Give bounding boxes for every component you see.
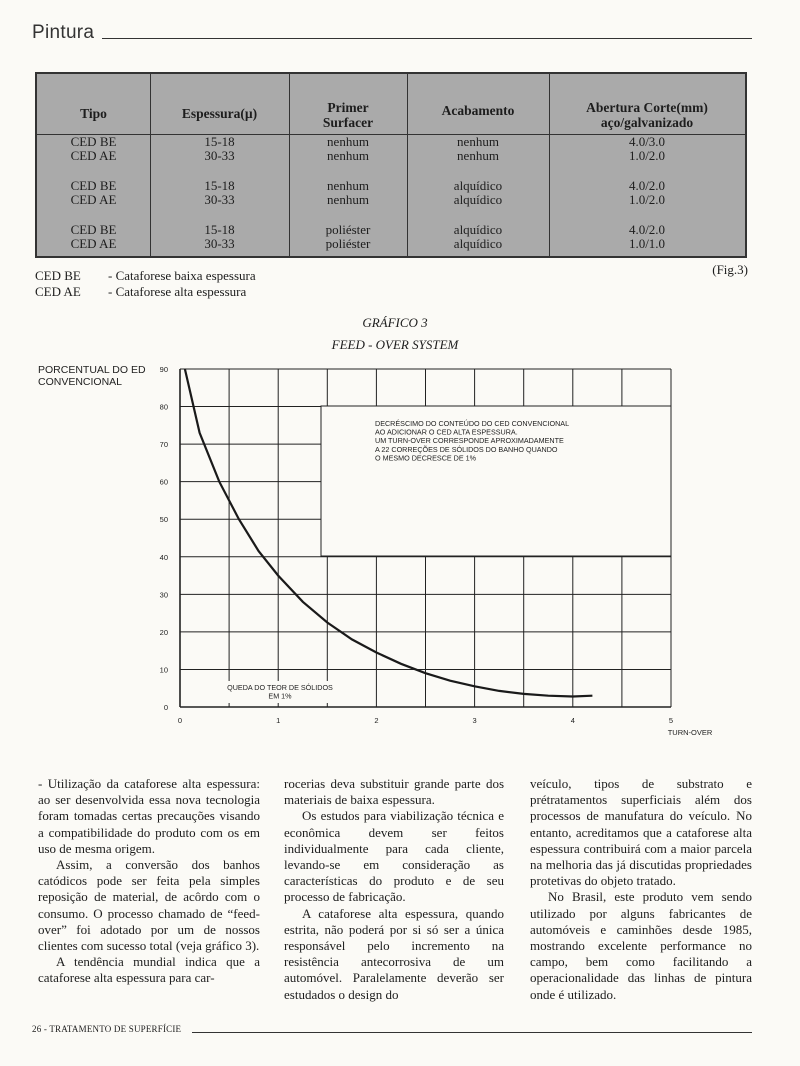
table-cell: alquídico [453, 236, 503, 251]
legend-definition: - Cataforese baixa espessura [108, 268, 256, 283]
table-cell: nenhum [457, 148, 499, 163]
y-tick-label: 90 [159, 365, 168, 374]
y-tick-label: 80 [159, 402, 168, 412]
body-paragraph: Assim, a conversão dos banhos catódicos pode ser feita pela simples reposição de material, de acôrdo com o consumo. O processo chamado de “feed-over” foi adotado por um de nossos clientes com sucesso total (veja gráfico 3). [38, 857, 260, 954]
body-paragraph: Os estudos para viabilização técnica e econômica devem ser feitos individualmente para cada cliente, levando-se em consideração as características do produto e de seu processo de fabricação. [284, 808, 504, 905]
y-tick-label: 30 [159, 590, 168, 600]
body-paragraph: No Brasil, este produto vem sendo utilizado por alguns fabricantes de automóveis e caminhões desde 1985, mostrando excelente performance no campo, bem como facilitando a operacionalidade das linhas de pintura onde é utilizado. [530, 889, 752, 1002]
footer-text: 26 - TRATAMENTO DE SUPERFÍCIE [32, 1024, 182, 1034]
table-header-cell: Primer Surfacer [322, 100, 374, 130]
x-tick-label: 2 [374, 716, 379, 725]
table-cell: CED AE [70, 148, 117, 163]
table-cell: 15-18 [204, 178, 235, 193]
y-tick-label: 0 [163, 703, 168, 712]
table-cell: 1.0/1.0 [628, 236, 666, 251]
x-tick-label: 0 [177, 716, 183, 725]
chart-subtitle: FEED - OVER SYSTEM [331, 337, 459, 352]
annotation-text: QUEDA DO TEOR DE SÓLIDOS [227, 683, 333, 692]
x-tick-label: 5 [668, 716, 674, 725]
table-cell: 4.0/2.0 [628, 178, 666, 193]
table-cell: 15-18 [204, 134, 235, 149]
x-axis-label: TURN-OVER [667, 728, 713, 737]
table-cell: alquídico [453, 222, 503, 237]
legend-definition: - Cataforese alta espessura [108, 284, 247, 299]
x-tick-label: 1 [276, 716, 281, 725]
legend-abbr: CED AE [35, 284, 81, 299]
table-cell: 4.0/3.0 [628, 134, 666, 149]
chart-title: GRÁFICO 3 [362, 315, 428, 330]
body-paragraph: A tendência mundial indica que a cataforese alta espessura para car- [38, 954, 260, 986]
y-tick-label: 10 [159, 665, 168, 675]
table-cell: nenhum [327, 148, 369, 163]
table-cell: alquídico [453, 192, 503, 207]
table-cell: CED AE [70, 236, 117, 251]
table-header-cell: Abertura Corte(mm) aço/galvanizado [586, 100, 708, 130]
table-cell: alquídico [453, 178, 503, 193]
table-cell: poliéster [325, 236, 371, 251]
figure-label: (Fig.3) [712, 262, 748, 277]
table-cell: 1.0/2.0 [628, 192, 666, 207]
y-tick-label: 50 [159, 515, 168, 525]
table-cell: poliéster [325, 222, 371, 237]
table-cell: CED BE [70, 134, 117, 149]
table-cell: nenhum [457, 134, 499, 149]
table-cell: nenhum [327, 134, 369, 149]
footer-rule [192, 1032, 752, 1033]
table-cell: 30-33 [204, 192, 235, 207]
section-title: Pintura [32, 22, 95, 43]
annotation-text: EM 1% [268, 691, 292, 701]
annotation-text: A 22 CORREÇÕES DE SÓLIDOS DO BANHO QUANDO [375, 444, 558, 454]
body-paragraph: - Utilização da cataforese alta espessura: ao ser desenvolvida essa nova tecnologia foram tomadas certas precauções visando a compatibilidade do produto com os em uso de mesma origem. [38, 776, 260, 856]
x-tick-label: 4 [570, 716, 575, 725]
table-header-cell: Tipo [80, 106, 107, 121]
body-column-1 [38, 776, 260, 987]
table-cell: 4.0/2.0 [628, 222, 666, 237]
annotation-text: AO ADICIONAR O CED ALTA ESPESSURA. [375, 427, 518, 437]
annotation-text: O MESMO DECRESCE DE 1% [375, 453, 477, 463]
body-paragraph: veículo, tipos de substrato e prétratamentos superficiais além dos processos de manufatura do veículo. No entanto, acreditamos que a cataforese alta espessura contribuirá com a maior parcela na melhoria das já discutidas propriedades protetivas do objeto tratado. [530, 776, 752, 889]
table-cell: 15-18 [204, 222, 235, 237]
y-tick-label: 70 [159, 440, 168, 450]
annotation-text: DECRÉSCIMO DO CONTEÚDO DO CED CONVENCIONAL [375, 419, 570, 428]
y-tick-label: 20 [159, 627, 168, 637]
table-cell: nenhum [327, 192, 369, 207]
page-footer [32, 1024, 752, 1038]
y-axis-title: PORCENTUAL DO ED CONVENCIONAL [38, 364, 146, 388]
table-header-cell: Espessura(µ) [181, 106, 258, 121]
x-tick-label: 3 [472, 716, 477, 725]
y-tick-label: 40 [159, 552, 168, 562]
body-paragraph: A cataforese alta espessura, quando estrita, não poderá por si só ser a única responsável pelo incremento na resistência antecorrosiva de um automóvel. Paralelamente deverão ser estudados o design do [284, 905, 504, 1002]
table-cell: CED BE [70, 222, 117, 237]
table-cell: 1.0/2.0 [628, 148, 666, 163]
annotation-text: UM TURN-OVER CORRESPONDE APROXIMADAMENTE [375, 436, 564, 446]
table-header-cell: Acabamento [441, 103, 515, 118]
legend-abbr: CED BE [35, 268, 81, 283]
table-cell: CED BE [70, 178, 117, 193]
body-column-2 [284, 776, 504, 1003]
body-column-3 [530, 776, 752, 1003]
body-paragraph: rocerias deva substituir grande parte dos materiais de baixa espessura. [284, 776, 504, 808]
table-cell: nenhum [327, 178, 369, 193]
table-cell: 30-33 [204, 236, 235, 251]
table-cell: CED AE [70, 192, 117, 207]
y-tick-label: 60 [159, 477, 168, 487]
table-cell: 30-33 [204, 148, 235, 163]
